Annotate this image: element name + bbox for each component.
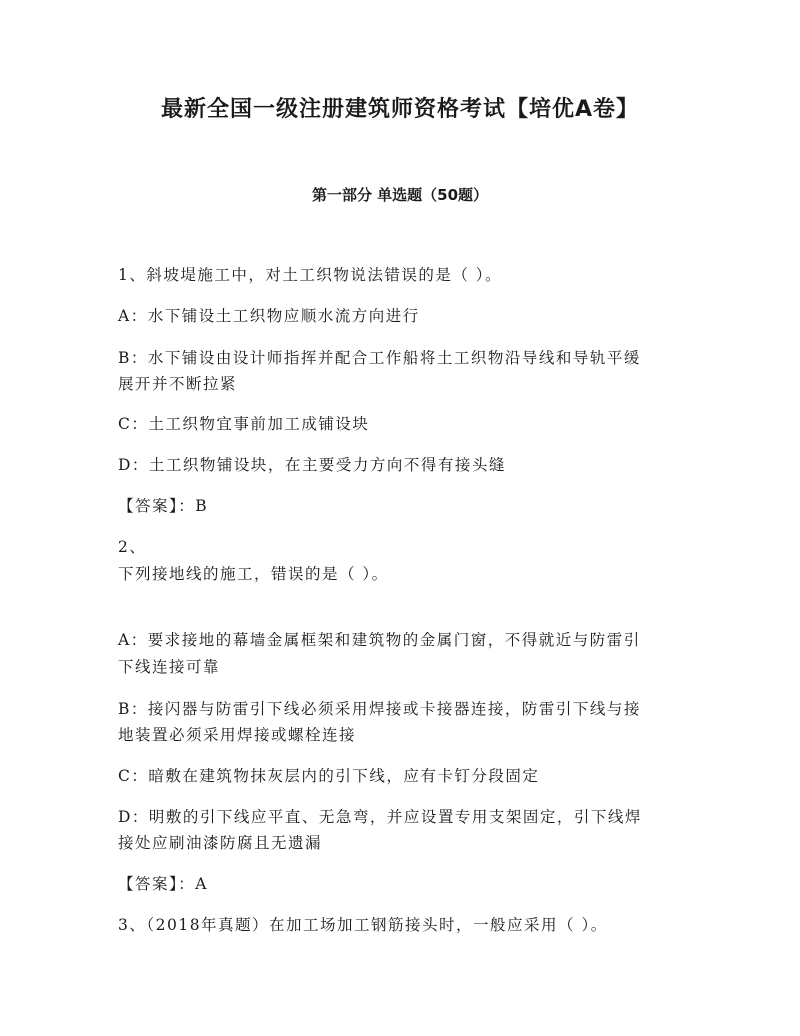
question-1-option-d: D：土工织物铺设块，在主要受力方向不得有接头缝 <box>118 456 506 474</box>
document-title: 最新全国一级注册建筑师资格考试【培优A卷】 <box>160 97 640 122</box>
question-1-option-c: C：土工织物宜事前加工成铺设块 <box>118 415 370 433</box>
question-3-stem: 3、（2018年真题）在加工场加工钢筋接头时，一般应采用（ ）。 <box>118 916 608 934</box>
question-2-option-a-line2: 下线连接可靠 <box>118 658 221 676</box>
question-2-option-b-line2: 地装置必须采用焊接或螺栓连接 <box>118 726 357 744</box>
question-2-answer: 【答案】：A <box>118 875 208 893</box>
question-1-option-b-line2: 展开并不断拉紧 <box>118 375 238 393</box>
question-2-stem: 下列接地线的施工，错误的是（ ）。 <box>118 565 389 583</box>
question-2-number: 2、 <box>118 538 147 556</box>
question-2-option-d-line1: D：明敷的引下线应平直、无急弯，并应设置专用支架固定，引下线焊 <box>118 808 642 826</box>
question-2-option-c: C：暗敷在建筑物抹灰层内的引下线，应有卡钉分段固定 <box>118 767 540 785</box>
question-1-answer: 【答案】：B <box>118 497 209 515</box>
question-2-option-d-line2: 接处应刷油漆防腐且无遗漏 <box>118 834 323 852</box>
question-1-option-a: A：水下铺设土工织物应顺水流方向进行 <box>118 307 420 325</box>
question-2-option-b-line1: B：接闪器与防雷引下线必须采用焊接或卡接器连接，防雷引下线与接 <box>118 700 641 718</box>
section-heading: 第一部分 单选题（50题） <box>311 186 489 204</box>
question-2-option-a-line1: A：要求接地的幕墙金属框架和建筑物的金属门窗，不得就近与防雷引 <box>118 631 641 649</box>
question-1-option-b-line1: B：水下铺设由设计师指挥并配合工作船将土工织物沿导线和导轨平缓 <box>118 349 641 367</box>
question-1-stem: 1、斜坡堤施工中，对土工织物说法错误的是（ ）。 <box>118 266 503 284</box>
